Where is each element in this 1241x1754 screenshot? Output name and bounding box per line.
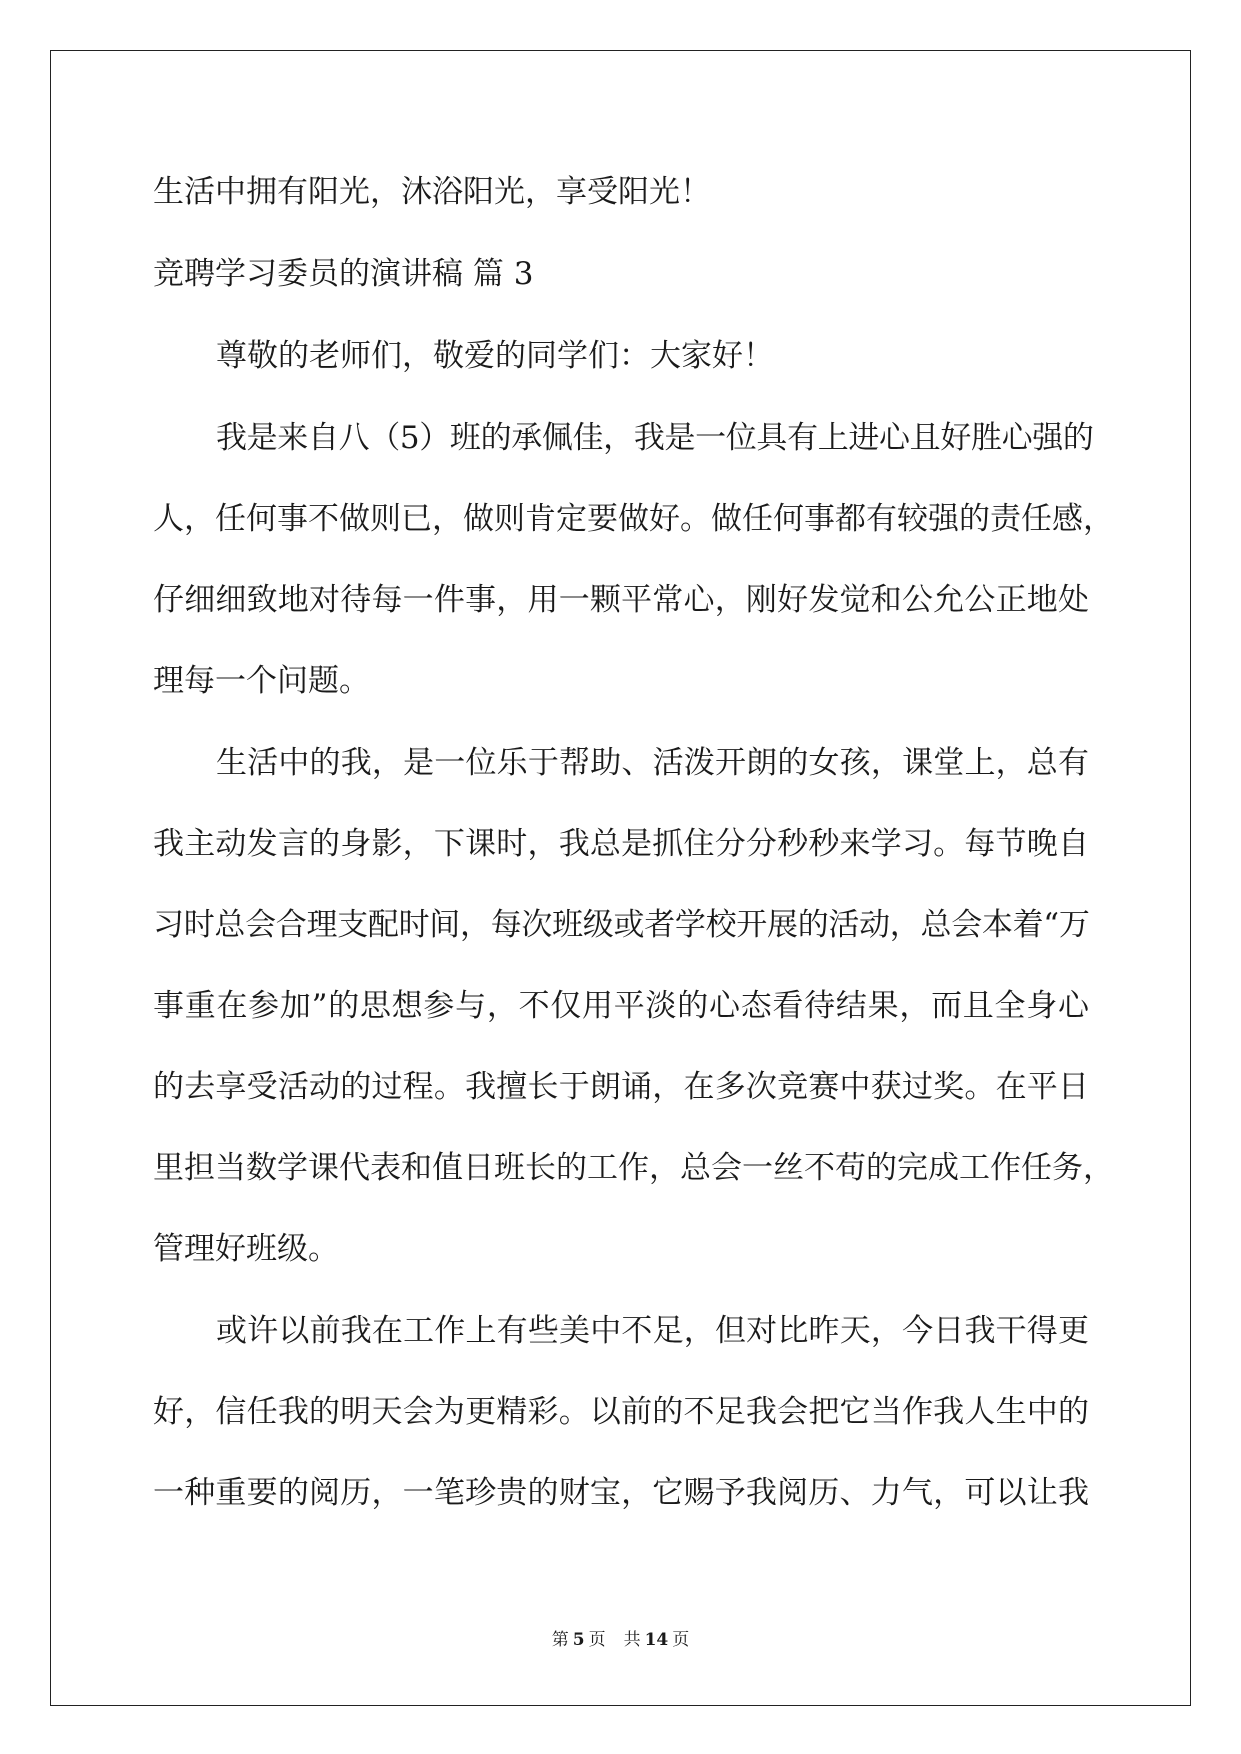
page-number: 5	[572, 1630, 585, 1650]
paragraph	[153, 316, 1089, 397]
total-pages-suffix: 页	[672, 1630, 690, 1650]
text-line: 的去享受活动的过程。我擅长于朗诵，在多次竞赛中获过奖。在平日	[153, 1069, 1089, 1105]
text-line: 事重在参加”的思想参与，不仅用平淡的心态看待结果，而且全身心	[153, 988, 1089, 1024]
text-line: 我主动发言的身影，下课时，我总是抓住分分秒秒来学习。每节晚自	[153, 826, 1089, 862]
section-heading: 竞聘学习委员的演讲稿 篇 3	[153, 256, 534, 292]
text-line: 生活中的我，是一位乐于帮助、活泼开朗的女孩，课堂上，总有	[216, 745, 1089, 781]
total-pages-prefix: 共	[623, 1630, 641, 1650]
paragraph	[153, 398, 1114, 722]
text-line: 习时总会合理支配时间，每次班级或者学校开展的活动，总会本着“万	[153, 907, 1089, 943]
text-line: 管理好班级。	[153, 1231, 339, 1267]
page-number-suffix: 页	[588, 1630, 606, 1650]
text-line: 里担当数学课代表和值日班长的工作，总会一丝不苟的完成工作任务，	[153, 1150, 1114, 1186]
text-line: 理每一个问题。	[153, 663, 370, 699]
text-line: 好，信任我的明天会为更精彩。以前的不足我会把它当作我人生中的	[153, 1394, 1089, 1430]
paragraph	[153, 152, 1089, 233]
text-line: 生活中拥有阳光，沐浴阳光，享受阳光！	[153, 174, 711, 210]
text-line: 一种重要的阅历，一笔珍贵的财宝，它赐予我阅历、力气，可以让我	[153, 1475, 1089, 1511]
paragraph	[153, 1291, 1089, 1534]
text-line: 我是来自八（5）班的承佩佳，我是一位具有上进心且好胜心强的	[216, 420, 1094, 456]
page-footer	[0, 1627, 1241, 1653]
document-body	[153, 152, 1114, 1534]
greeting-line: 尊敬的老师们，敬爱的同学们：大家好！	[216, 338, 774, 374]
page-number-prefix: 第	[551, 1630, 569, 1650]
text-line: 人，任何事不做则已，做则肯定要做好。做任何事都有较强的责任感，	[153, 501, 1114, 537]
text-line: 仔细细致地对待每一件事，用一颗平常心，刚好发觉和公允公正地处	[153, 582, 1089, 618]
section-heading-block	[153, 234, 1089, 315]
text-line: 或许以前我在工作上有些美中不足，但对比昨天，今日我干得更	[216, 1313, 1089, 1349]
total-pages: 14	[644, 1630, 669, 1650]
paragraph	[153, 723, 1114, 1290]
